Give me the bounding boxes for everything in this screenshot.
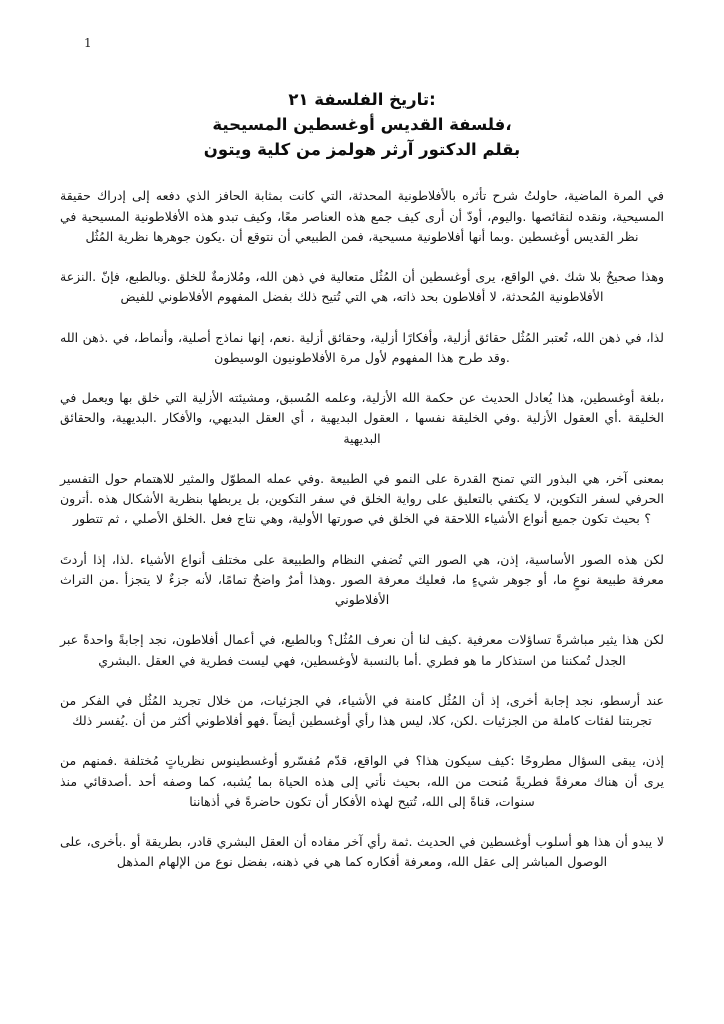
- title-line-subject: ،فلسفة القديس أوغسطين المسيحية: [212, 114, 512, 134]
- title-line-series: :تاريخ الفلسفة ٢١: [288, 90, 436, 109]
- document-title: [60, 88, 664, 162]
- paragraph: في المرة الماضية، حاولتُ شرح تأثره بالأفلاطونية المحدثة، التي كانت بمثابة الحافز الذي دفعه إلى إدراك حقيقة المسيحية، ونقده لنقائصها .واليوم، أودّ أن أرى كيف جمع هذه العناصر معًا، وكيف تبدو هذه الأفلاطونية المسيحية في نظر القديس أوغسطين .وبما أنها أفلاطونية مسيحية، فمن الطبيعي أن نتوقع أن .يكون جوهرها نظرية المُثُل: [60, 188, 664, 244]
- title-line-author: بقلم الدكتور آرثر هولمز من كلية ويتون: [203, 139, 521, 159]
- document-body: [60, 186, 664, 872]
- paragraph: لكن هذه الصور الأساسية، إذن، هي الصور التي تُضفي النظام والطبيعة على مختلف أنواع الأشياء .لذا، إذا أردتَ معرفة طبيعة نوعٍ ما، أو جوهر شيءٍ ما، فعليك معرفة الصور .وهذا أمرٌ واضحٌ تمامًا، لأنه جزءٌ لا يتجزأ .من التراث الأفلاطوني: [60, 551, 664, 607]
- paragraph: لذا، في ذهن الله، تُعتبر المُثُل حقائق أزلية، وأفكارًا أزلية، وحقائق أزلية .نعم، إنها نماذج أصلية، وأنماط، في .ذهن الله .وقد طرح هذا المفهوم لأول مرة الأفلاطونيون الوسيطون: [60, 329, 664, 365]
- page-content: [60, 88, 664, 893]
- paragraph: لكن هذا يثير مباشرةً تساؤلات معرفية .كيف لنا أن نعرف المُثُل؟ وبالطبع، في أعمال أفلاطون، نجد إجابةً واحدةً عبر الجدل تُمكننا من استذكار ما هو فطري .أما بالنسبة لأوغسطين، فهي ليست فطرية في العقل .البشري: [60, 632, 664, 668]
- paragraph: وهذا صحيحٌ بلا شك .في الواقع، يرى أوغسطين أن المُثُل متعالية في ذهن الله، ومُلازمةٌ للخلق .وبالطبع، فإنّ .النزعة الأفلاطونية المُحدثة، لا أفلاطون بحد ذاته، هي التي تُتيح ذلك بفضل المفهوم الأفلاطوني للفيض: [60, 269, 664, 305]
- paragraph: إذن، يبقى السؤال مطروحًا :كيف سيكون هذا؟ في الواقع، قدّم مُفسّرو أوغسطينوس نظرياتٍ مُختلفة .فمنهم من يرى أن هناك معرفةً فطريةً مُنحت من الله، بحيث نأتي إلى هذه الحياة بما يُشبه، كما وصفه أحد .أصدقائي منذ سنوات، قناةً إلى الله، تُتيح لهذه الأفكار أن تكون حاضرةً في أذهاننا: [60, 753, 664, 809]
- paragraph: ،بلغة أوغسطين، هذا يُعادل الحديث عن حكمة الله الأزلية، وعلمه المُسبق، ومشيئته الأزلية التي خلق بها ويعمل في الخليقة .أي العقول الأزلية .وفي الخليقة نفسها ، العقول البديهية ، أي العقل البديهي، والأفكار .البديهية، والحقائق البديهية: [60, 390, 664, 446]
- paragraph: بمعنى آخر، هي البذور التي تمنح القدرة على النمو في الطبيعة .وفي عمله المطوّل والمثير للاهتمام حول التفسير الحرفي لسفر التكوين، لا يكتفي بالتعليق على رواية الخلق في سفر التكوين، بل يربطها بنظرية الأشكال هذه .أترون ؟ بحيث تكون جميع أنواع الأشياء اللاحقة في الخلق في صورتها الأولية، وهي نتاج فعل .الخلق الأصلي ، ثم تتطور: [60, 470, 664, 527]
- paragraph: عند أرسطو، نجد إجابة أخرى، إذ أن المُثُل كامنة في الأشياء، في الجزئيات، من خلال تجريد المُثُل في الفكر من تجربتنا لفئات كاملة من الجزئيات .لكن، كلا، ليس هذا رأي أوغسطين أيضاً .فهو أفلاطوني أكثر من أن .يُفسر ذلك: [60, 692, 664, 728]
- paragraph: لا يبدو أن هذا هو أسلوب أوغسطين في الحديث .ثمة رأي آخر مفاده أن العقل البشري قادر، بطريقة أو .بأخرى، على الوصول المباشر إلى عقل الله، ومعرفة أفكاره كما هي في ذهنه، بفضل نوع من الإلهام المذهل: [60, 834, 664, 870]
- page-number: 1: [84, 36, 92, 50]
